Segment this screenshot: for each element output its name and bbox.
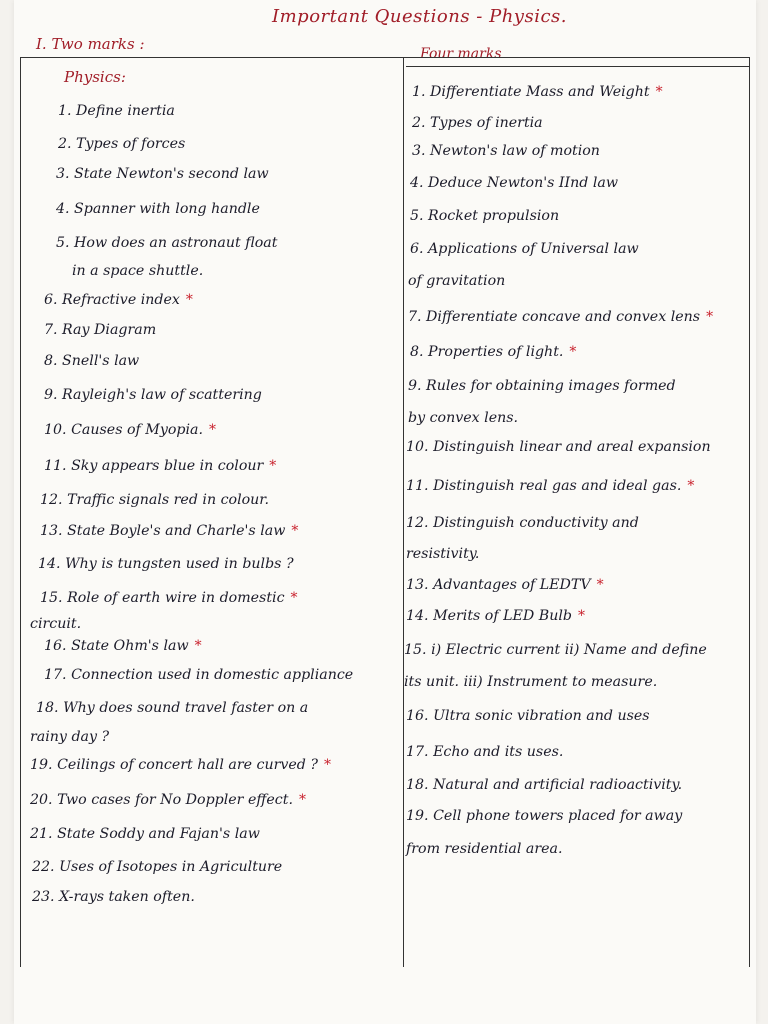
question-text: 10. Causes of Myopia. [44,422,203,438]
question-text: 12. Traffic signals red in colour. [40,492,270,508]
question-text: its unit. iii) Instrument to measure. [404,674,658,690]
two-marks-question-2 [58,137,185,151]
question-text: 7. Ray Diagram [44,322,157,338]
four-marks-question-20 [406,709,650,723]
four-marks-question-4 [410,176,618,190]
question-text: 6. Applications of Universal law [410,241,639,257]
question-text: 1. Differentiate Mass and Weight [412,84,650,100]
question-text: 8. Snell's law [44,353,140,369]
question-text: 16. State Ohm's law [44,638,189,654]
two-marks-question-15 [38,557,294,571]
two-marks-question-22 [30,758,331,772]
important-star-icon: * [569,344,577,360]
important-star-icon: * [655,84,663,100]
two-marks-question-8 [44,323,156,337]
two-marks-question-20 [36,701,308,715]
two-marks-question-25 [32,860,282,874]
two-marks-question-24 [30,827,260,841]
important-star-icon: * [290,590,298,606]
four-marks-question-7 [408,274,505,288]
four-marks-question-23 [406,809,682,823]
question-text: 18. Natural and artificial radioactivity. [406,777,683,793]
question-text: 9. Rayleigh's law of scattering [44,387,262,403]
question-text: 4. Spanner with long handle [56,201,260,217]
four-marks-question-14 [406,516,639,530]
two-marks-question-14 [40,524,298,538]
important-star-icon: * [194,638,202,654]
question-text: 11. Distinguish real gas and ideal gas. [406,478,682,494]
left-margin-line [20,57,21,967]
question-text: 5. How does an astronaut float [56,235,278,251]
four-marks-question-3 [412,144,600,158]
question-text: 15. i) Electric current ii) Name and define [404,642,707,658]
two-marks-question-11 [44,423,216,437]
right-header-underline [406,66,750,67]
four-marks-question-6 [410,242,639,256]
question-text: 23. X-rays taken often. [32,889,195,905]
question-text: 4. Deduce Newton's IInd law [410,175,618,191]
question-text: 14. Why is tungsten used in bulbs ? [38,556,294,572]
question-text: 20. Two cases for No Doppler effect. [30,792,293,808]
two-marks-question-19 [44,668,353,682]
two-marks-question-6 [72,264,203,278]
four-marks-question-18 [404,643,707,657]
two-marks-question-23 [30,793,306,807]
four-marks-question-22 [406,778,682,792]
question-text: 11. Sky appears blue in colour [44,458,264,474]
question-text: from residential area. [406,841,563,857]
question-text: 14. Merits of LED Bulb [406,608,572,624]
question-text: in a space shuttle. [72,263,204,279]
four-marks-question-13 [406,479,694,493]
question-text: resistivity. [406,546,480,562]
header-divider [20,57,750,58]
four-marks-question-10 [408,379,676,393]
question-text: 17. Echo and its uses. [406,744,564,760]
important-star-icon: * [298,792,306,808]
question-text: 8. Properties of light. [410,344,564,360]
four-marks-question-24 [406,842,563,856]
question-text: by convex lens. [408,410,519,426]
two-marks-question-13 [40,493,269,507]
four-marks-question-12 [406,440,711,454]
question-text: 16. Ultra sonic vibration and uses [406,708,650,724]
question-text: 9. Rules for obtaining images formed [408,378,676,394]
four-marks-question-2 [412,116,543,130]
four-marks-question-5 [410,209,559,223]
important-star-icon: * [291,523,299,539]
question-text: 5. Rocket propulsion [410,208,560,224]
question-text: 13. Advantages of LEDTV [406,577,591,593]
question-text: 19. Cell phone towers placed for away [406,808,683,824]
question-text: 7. Differentiate concave and convex lens [408,309,701,325]
right-margin-line [749,57,750,967]
four-marks-question-16 [406,578,604,592]
four-marks-question-21 [406,745,563,759]
question-text: rainy day ? [30,729,110,745]
important-star-icon: * [706,309,714,325]
question-text: 18. Why does sound travel faster on a [36,700,309,716]
important-star-icon: * [577,608,585,624]
question-text: 12. Distinguish conductivity and [406,515,639,531]
question-text: of gravitation [408,273,506,289]
two-marks-question-4 [56,202,260,216]
four-marks-question-11 [408,411,518,425]
two-marks-question-17 [30,617,81,631]
question-text: 21. State Soddy and Fajan's law [30,826,260,842]
left-column-heading: I. Two marks : [36,35,145,53]
two-marks-question-26 [32,890,195,904]
question-text: 17. Connection used in domestic appliance [44,667,354,683]
two-marks-question-18 [44,639,202,653]
two-marks-question-10 [44,388,262,402]
important-star-icon: * [324,757,332,773]
four-marks-question-15 [406,547,479,561]
section-label-physics: Physics: [64,68,126,86]
right-column-heading: Four marks [420,46,502,62]
important-star-icon: * [208,422,216,438]
question-text: 19. Ceilings of concert hall are curved ? [30,757,319,773]
question-text: 1. Define inertia [58,103,175,119]
important-star-icon: * [185,292,193,308]
important-star-icon: * [269,458,277,474]
two-marks-question-5 [56,236,277,250]
two-marks-question-3 [56,167,269,181]
two-marks-question-1 [58,104,175,118]
four-marks-question-1 [412,85,663,99]
question-text: 3. State Newton's second law [56,166,269,182]
question-text: 22. Uses of Isotopes in Agriculture [32,859,283,875]
two-marks-question-12 [44,459,276,473]
question-text: 15. Role of earth wire in domestic [40,590,285,606]
column-divider [403,57,404,967]
important-star-icon: * [687,478,695,494]
two-marks-question-16 [40,591,298,605]
two-marks-question-7 [44,293,193,307]
question-text: circuit. [30,616,82,632]
two-marks-question-9 [44,354,139,368]
four-marks-question-19 [404,675,657,689]
page-title: Important Questions - Physics. [272,6,567,27]
two-marks-question-21 [30,730,109,744]
four-marks-question-8 [408,310,713,324]
question-text: 13. State Boyle's and Charle's law [40,523,286,539]
question-text: 2. Types of inertia [412,115,543,131]
four-marks-question-17 [406,609,585,623]
four-marks-question-9 [410,345,576,359]
question-text: 10. Distinguish linear and areal expansion [406,439,711,455]
question-text: 6. Refractive index [44,292,180,308]
question-text: 2. Types of forces [58,136,186,152]
important-star-icon: * [596,577,604,593]
question-text: 3. Newton's law of motion [412,143,600,159]
